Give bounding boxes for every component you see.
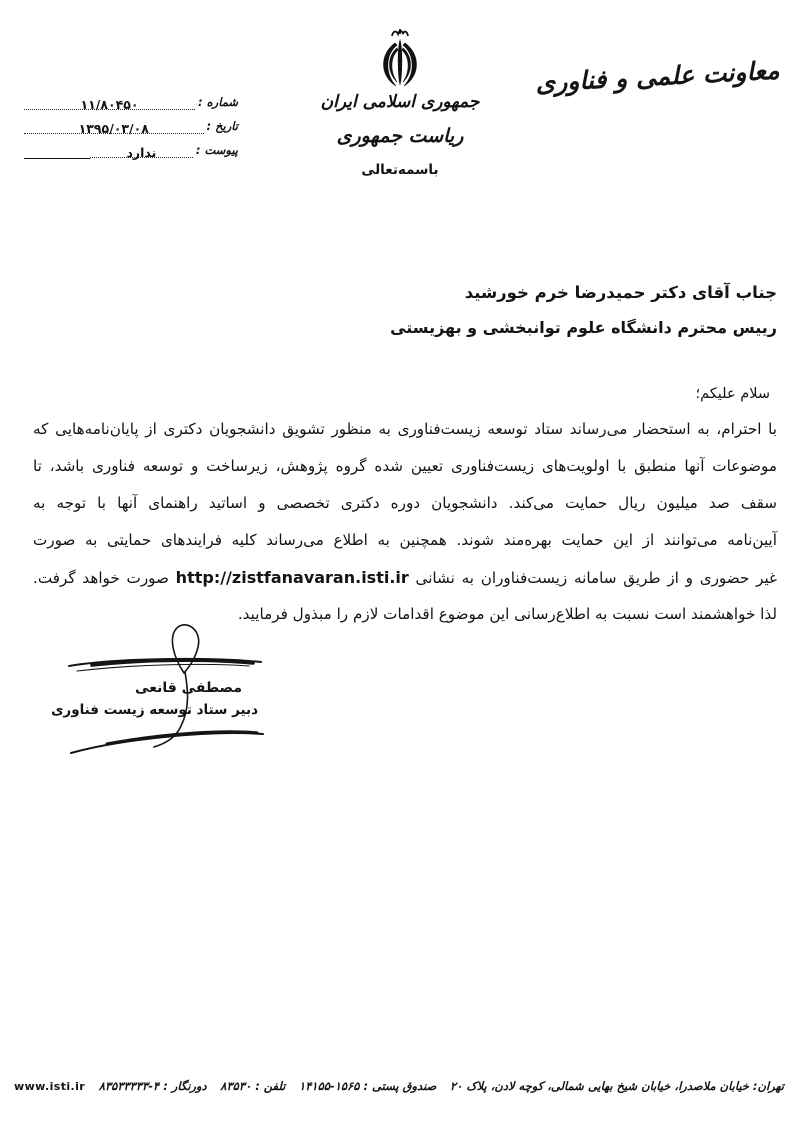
- body-line-2: موضوعات آنها منطبق با اولویت‌های زیست‌فناوری تعیین شده گروه پژوهش، زیرساخت و توسعه فناوری باشد، تا: [33, 457, 777, 475]
- body-line-5-post: صورت خواهد گرفت.: [33, 569, 176, 587]
- body-line-5-pre: غیر حضوری و از طریق سامانه زیست‌فناوران به نشانی: [408, 569, 777, 587]
- footer-pobox-value: ۱۴۱۵۵-۱۵۶۵: [299, 1079, 360, 1093]
- date-field-value: ۱۳۹۵/۰۳/۰۸: [78, 121, 149, 136]
- presidency-line: ریاست جمهوری: [336, 125, 464, 147]
- recipient-block: [390, 283, 777, 338]
- number-field-value: ۱۱/۸۰۴۵۰: [80, 97, 139, 112]
- footer-fax-label: دورنگار :: [163, 1079, 207, 1093]
- footer-phone-value: ۸۳۵۳۰: [220, 1079, 252, 1093]
- footer-fax-value: ۸۳۵۳۳۳۳۳-۴: [98, 1079, 160, 1093]
- attachment-field-label: پیوست :: [195, 143, 238, 157]
- letter-body: [33, 411, 777, 633]
- body-line-5: [33, 559, 777, 596]
- signatory-name: مصطفی قانعی: [135, 680, 242, 696]
- footer-address: تهران: خیابان ملاصدرا، خیابان شیخ بهایی شمالی، کوچه لادن، پلاک ۲۰: [449, 1079, 784, 1093]
- body-line-3: سقف صد میلیون ریال حمایت می‌کند. دانشجویان دوره دکتری تخصصی و اساتید راهنمای آنها با توجه به: [33, 494, 777, 512]
- letter-reference-fields: [24, 86, 238, 158]
- footer-pobox: [299, 1079, 436, 1093]
- footer-pobox-label: صندوق پستی :: [363, 1079, 437, 1093]
- footer-fax: [99, 1079, 207, 1093]
- signatory-title: دبیر ستاد توسعه زیست فناوری: [51, 702, 258, 718]
- recipient-position: رییس محترم دانشگاه علوم توانبخشی و بهزیستی: [390, 318, 777, 337]
- vice-presidency-title: معاونت علمی و فناوری: [534, 55, 781, 98]
- date-field-line: [24, 118, 204, 134]
- attachment-field-rule: [24, 158, 90, 159]
- salutation: سلام علیکم؛: [695, 386, 770, 402]
- footer-phone-label: تلفن :: [255, 1079, 286, 1093]
- footer-website: www.isti.ir: [14, 1080, 86, 1093]
- number-field-row: [24, 86, 238, 110]
- number-field-label: شماره :: [198, 95, 238, 109]
- bismillah-line: باسمه‌تعالی: [361, 162, 439, 178]
- date-field-label: تاریخ :: [206, 119, 238, 133]
- body-line-1: با احترام، به استحضار می‌رساند ستاد توسعه زیست‌فناوری به منظور تشویق دانشجویان دکتری از پایان‌نامه‌هایی که: [33, 420, 777, 438]
- footer-phone: [220, 1079, 285, 1093]
- recipient-name: جناب آقای دکتر حمیدرضا خرم خورشید: [464, 283, 777, 302]
- number-field-line: [24, 94, 195, 110]
- attachment-field-row: [24, 134, 238, 158]
- attachment-field-value: ندارد: [126, 145, 157, 160]
- date-field-row: [24, 110, 238, 134]
- body-line-6: لذا خواهشمند است نسبت به اطلاع‌رسانی این موضوع اقدامات لازم را مبذول فرمایید.: [237, 605, 777, 623]
- signature-block: [51, 616, 272, 761]
- islamic-republic-line: جمهوری اسلامی ایران: [320, 92, 480, 112]
- body-line-4: آیین‌نامه می‌توانند از این حمایت بهره‌مند شوند. همچنین به اطلاع می‌رساند کلیه فرایندهای حمایتی به صورت: [33, 531, 777, 549]
- footer-contact-line: [14, 1079, 784, 1093]
- portal-url-text: http://zistfanavaran.isti.ir: [175, 568, 409, 587]
- iran-emblem-icon: [372, 26, 428, 92]
- attachment-field-line: [90, 142, 193, 158]
